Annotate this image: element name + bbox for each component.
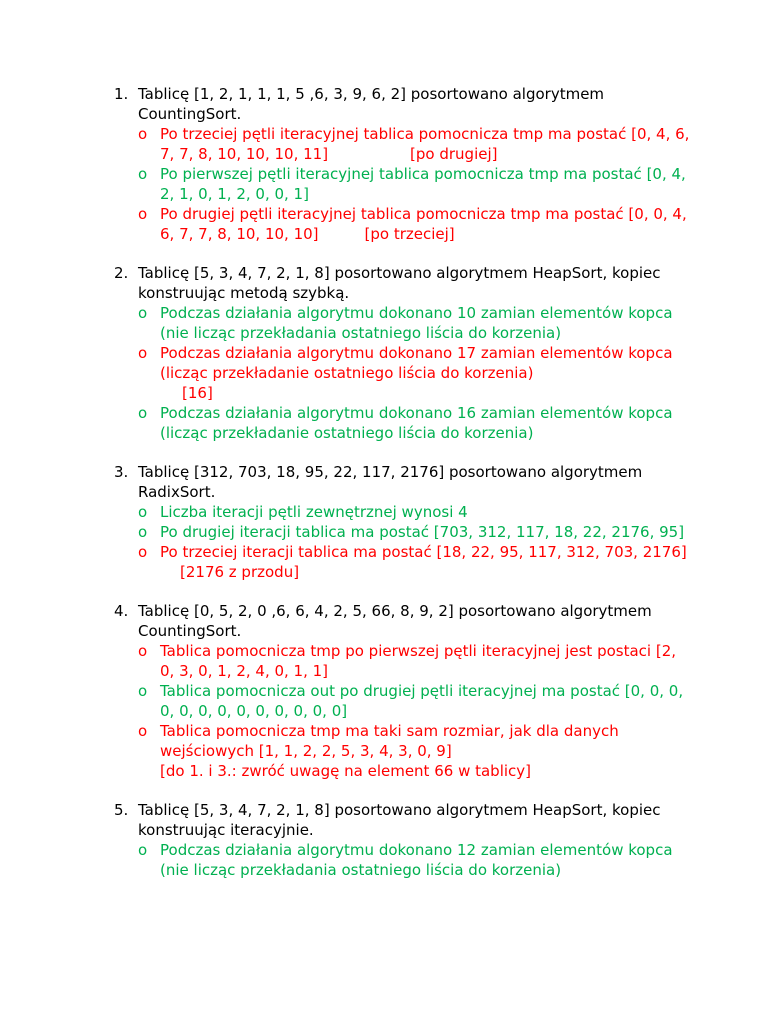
question-header bbox=[114, 601, 694, 641]
answer-item-correct bbox=[114, 522, 694, 542]
answer-text: Po drugiej pętli iteracyjnej tablica pomocnicza tmp ma postać [0, 0, 4, 6, 7, 7, 8, 10, 10, 10] bbox=[160, 205, 687, 243]
answer-item-correct bbox=[114, 502, 694, 522]
question-number: 3. bbox=[114, 463, 129, 481]
answer-text: Po pierwszej pętli iteracyjnej tablica pomocnicza tmp ma postać [0, 4, 2, 1, 0, 1, 2, 0, 0, 1] bbox=[160, 165, 686, 203]
answer-item-correct bbox=[114, 303, 694, 343]
answer-text: Liczba iteracji pętli zewnętrznej wynosi 4 bbox=[160, 503, 468, 521]
answer-item-correct bbox=[114, 164, 694, 204]
question-header bbox=[114, 800, 694, 840]
answer-item-correct bbox=[114, 403, 694, 443]
question-header bbox=[114, 84, 694, 124]
question-text: Tablicę [1, 2, 1, 1, 1, 5 ,6, 3, 9, 6, 2] posortowano algorytmem CountingSort. bbox=[138, 85, 605, 123]
list-bullet: o bbox=[138, 344, 148, 362]
answer-note: [do 1. i 3.: zwróć uwagę na element 66 w tablicy] bbox=[160, 762, 532, 780]
list-bullet: o bbox=[138, 642, 148, 660]
answer-note: [po drugiej] bbox=[410, 145, 498, 163]
answer-item-wrong bbox=[114, 641, 694, 681]
answer-text: Podczas działania algorytmu dokonano 12 zamian elementów kopca (nie licząc przekładania ostatniego liścia do korzenia) bbox=[160, 841, 673, 879]
answer-text: Po drugiej iteracji tablica ma postać [703, 312, 117, 18, 22, 2176, 95] bbox=[160, 523, 685, 541]
list-bullet: o bbox=[138, 165, 148, 183]
answer-text: Tablica pomocnicza tmp po pierwszej pętli iteracyjnej jest postaci [2, 0, 3, 0, 1, 2, 4, 0, 1, 1] bbox=[160, 642, 677, 680]
list-bullet: o bbox=[138, 205, 148, 223]
answer-text: Po trzeciej iteracji tablica ma postać [18, 22, 95, 117, 312, 703, 2176] bbox=[160, 543, 687, 561]
question-3 bbox=[114, 462, 694, 582]
list-bullet: o bbox=[138, 125, 148, 143]
question-2 bbox=[114, 263, 694, 443]
list-bullet: o bbox=[138, 503, 148, 521]
list-bullet: o bbox=[138, 304, 148, 322]
answer-item-wrong bbox=[114, 721, 694, 781]
answer-item-wrong bbox=[114, 343, 694, 403]
list-bullet: o bbox=[138, 722, 148, 740]
question-header bbox=[114, 462, 694, 502]
answer-text: Po trzeciej pętli iteracyjnej tablica pomocnicza tmp ma postać [0, 4, 6, 7, 7, 8, 10, 10, 10, 11] bbox=[160, 125, 690, 163]
question-header bbox=[114, 263, 694, 303]
answer-text: Tablica pomocnicza out po drugiej pętli iteracyjnej ma postać [0, 0, 0, 0, 0, 0, 0, 0, 0, 0, 0, 0, 0] bbox=[160, 682, 684, 720]
question-number: 5. bbox=[114, 801, 129, 819]
question-5 bbox=[114, 800, 694, 880]
question-number: 4. bbox=[114, 602, 129, 620]
list-bullet: o bbox=[138, 841, 148, 859]
answer-note: [2176 z przodu] bbox=[180, 563, 300, 581]
answer-note: [16] bbox=[182, 384, 213, 402]
answer-item-correct bbox=[114, 681, 694, 721]
question-number: 2. bbox=[114, 264, 129, 282]
answer-text: Podczas działania algorytmu dokonano 16 zamian elementów kopca (licząc przekładanie ostatniego liścia do korzenia) bbox=[160, 404, 673, 442]
answer-item-correct bbox=[114, 840, 694, 880]
list-bullet: o bbox=[138, 682, 148, 700]
document-body bbox=[114, 84, 694, 899]
question-4 bbox=[114, 601, 694, 781]
question-number: 1. bbox=[114, 85, 129, 103]
answer-text: Podczas działania algorytmu dokonano 17 zamian elementów kopca (licząc przekładanie ostatniego liścia do korzenia) bbox=[160, 344, 673, 382]
list-bullet: o bbox=[138, 404, 148, 422]
answer-item-wrong bbox=[114, 542, 694, 582]
answer-item-wrong bbox=[114, 204, 694, 244]
question-1 bbox=[114, 84, 694, 244]
answer-note: [po trzeciej] bbox=[364, 225, 455, 243]
question-text: Tablicę [312, 703, 18, 95, 22, 117, 2176] posortowano algorytmem RadixSort. bbox=[138, 463, 643, 501]
list-bullet: o bbox=[138, 543, 148, 561]
question-text: Tablicę [5, 3, 4, 7, 2, 1, 8] posortowano algorytmem HeapSort, kopiec konstruując metodą szybką. bbox=[138, 264, 661, 302]
question-text: Tablicę [0, 5, 2, 0 ,6, 6, 4, 2, 5, 66, 8, 9, 2] posortowano algorytmem CountingSort. bbox=[138, 602, 652, 640]
answer-item-wrong bbox=[114, 124, 694, 164]
question-text: Tablicę [5, 3, 4, 7, 2, 1, 8] posortowano algorytmem HeapSort, kopiec konstruując iteracyjnie. bbox=[138, 801, 661, 839]
answer-text: Tablica pomocnicza tmp ma taki sam rozmiar, jak dla danych wejściowych [1, 1, 2, 2, 5, 3, 4, 3, 0, 9] bbox=[160, 722, 619, 760]
list-bullet: o bbox=[138, 523, 148, 541]
answer-text: Podczas działania algorytmu dokonano 10 zamian elementów kopca (nie licząc przekładania ostatniego liścia do korzenia) bbox=[160, 304, 673, 342]
